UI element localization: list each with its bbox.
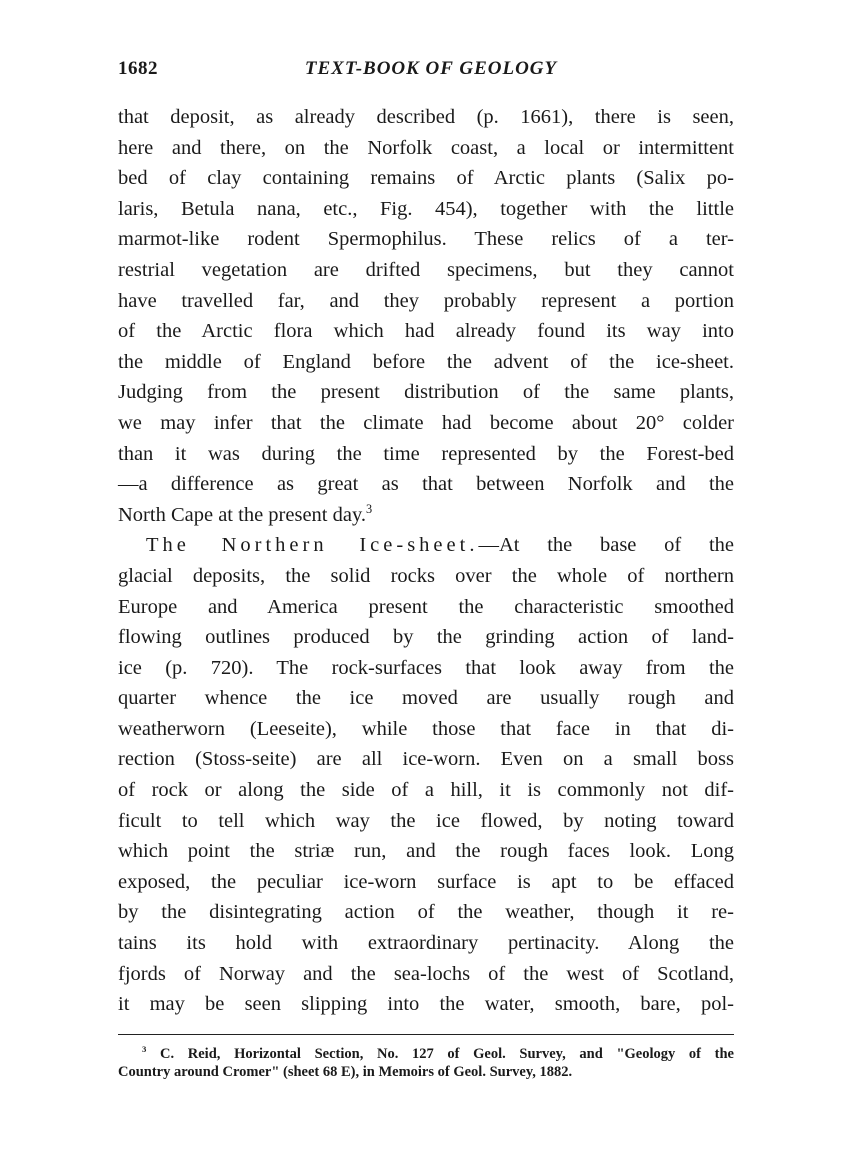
text-line: have travelled far, and they probably represent a portion: [118, 289, 734, 312]
text-line: restrial vegetation are drifted specimens, but they cannot: [118, 258, 734, 281]
text-line: [118, 530, 734, 561]
text-line: Judging from the present distribution of the same plants,: [118, 381, 734, 404]
footnote-marker: 3: [142, 1043, 147, 1054]
text-line: glacial deposits, the solid rocks over the whole of northern: [118, 564, 734, 587]
text-line: marmot-like rodent Spermophilus. These relics of a ter-: [118, 228, 734, 251]
footnote-line: Country around Cromer" (sheet 68 E), in Memoirs of Geol. Survey, 1882.: [118, 1063, 573, 1080]
text-line-content: —At the base of the: [478, 534, 734, 557]
text-line: —a difference as great as that between Norfolk and the: [118, 473, 734, 496]
paragraph-2: [118, 530, 734, 1020]
footnote-divider: [118, 1034, 734, 1035]
text-line: tains its hold with extraordinary pertinacity. Along the: [118, 932, 734, 955]
text-line: it may be seen slipping into the water, smooth, bare, pol-: [118, 993, 734, 1016]
text-line: the middle of England before the advent of the ice-sheet.: [118, 350, 734, 373]
text-line: we may infer that the climate had become about 20° colder: [118, 411, 734, 434]
text-line: flowing outlines produced by the grinding action of land-: [118, 626, 734, 649]
text-line: Europe and America present the characteristic smoothed: [118, 595, 734, 618]
text-line: weatherworn (Leeseite), while those that face in that di-: [118, 717, 734, 740]
text-line: exposed, the peculiar ice-worn surface is apt to be effaced: [118, 870, 734, 893]
text-line: that deposit, as already described (p. 1661), there is seen,: [118, 106, 734, 128]
running-title: TEXT-BOOK OF GEOLOGY: [304, 58, 558, 79]
book-page: [118, 58, 734, 1081]
footnote-text: C. Reid, Horizontal Section, No. 127 of Geol. Survey, and "Geology of the: [160, 1045, 734, 1062]
text-line: [118, 500, 734, 531]
section-heading: The Northern Ice-sheet.: [146, 534, 479, 557]
text-line-content: North Cape at the present day.: [118, 503, 367, 526]
paragraph-1: [118, 102, 734, 530]
text-line: by the disintegrating action of the weather, though it re-: [118, 901, 734, 924]
text-line: laris, Betula nana, etc., Fig. 454), together with the little: [118, 197, 734, 220]
text-line: quarter whence the ice moved are usually rough and: [118, 687, 734, 710]
footnote: [118, 1045, 734, 1081]
text-line: ficult to tell which way the ice flowed, by noting toward: [118, 809, 734, 832]
page-number: 1682: [118, 58, 158, 79]
text-line: than it was during the time represented by the Forest-bed: [118, 442, 734, 465]
text-line: which point the striæ run, and the rough faces look. Long: [118, 840, 734, 863]
running-head: [118, 58, 734, 88]
body-text: [118, 102, 734, 1020]
text-line: ice (p. 720). The rock-surfaces that look away from the: [118, 656, 734, 679]
text-line: bed of clay containing remains of Arctic plants (Salix po-: [118, 167, 734, 190]
text-line: here and there, on the Norfolk coast, a local or intermittent: [118, 136, 734, 159]
text-line: of rock or along the side of a hill, it is commonly not dif-: [118, 779, 734, 802]
text-line: fjords of Norway and the sea-lochs of the west of Scotland,: [118, 962, 734, 985]
footnote-line: [118, 1045, 734, 1063]
text-line: of the Arctic flora which had already found its way into: [118, 320, 734, 343]
text-line: rection (Stoss-seite) are all ice-worn. Even on a small boss: [118, 748, 734, 771]
footnote-reference[interactable]: 3: [366, 501, 373, 516]
